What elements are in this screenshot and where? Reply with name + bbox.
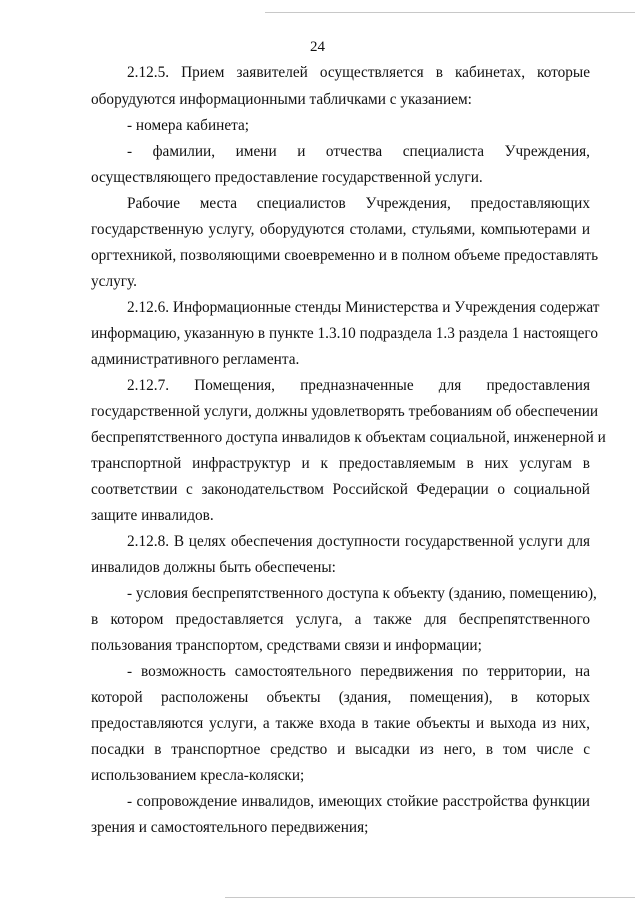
text-line: - условия беспрепятственного доступа к объекту (зданию, помещению), xyxy=(127,585,597,602)
text-line: транспортной инфраструктур и к предоставляемым в них услугам в xyxy=(91,455,590,472)
text-line: инвалидов должны быть обеспечены: xyxy=(91,559,336,576)
text-line: 2.12.5. Прием заявителей осуществляется в кабинетах, которые xyxy=(127,64,590,81)
text-line: зрения и самостоятельного передвижения; xyxy=(91,819,369,836)
text-line: услугу. xyxy=(91,273,137,290)
text-line: информацию, указанную в пункте 1.3.10 подраздела 1.3 раздела 1 настоящего xyxy=(91,325,598,342)
text-line: в котором предоставляется услуга, а также для беспрепятственного xyxy=(91,611,590,628)
text-line: осуществляющего предоставление государственной услуги. xyxy=(91,169,483,186)
text-line: 2.12.7. Помещения, предназначенные для предоставления xyxy=(127,377,590,394)
page-number: 24 xyxy=(310,39,325,55)
text-line: соответствии с законодательством Российской Федерации о социальной xyxy=(91,481,590,498)
text-line: которой расположены объекты (здания, помещения), в которых xyxy=(91,689,590,706)
text-line: предоставляются услуги, а также входа в такие объекты и выхода из них, xyxy=(91,715,590,732)
text-line: посадки в транспортное средство и высадки из него, в том числе с xyxy=(91,741,590,758)
text-line: пользования транспортом, средствами связи и информации; xyxy=(91,637,482,654)
text-line: административного регламента. xyxy=(91,351,300,368)
text-line: оборудуются информационными табличками с указанием: xyxy=(91,91,472,108)
text-line: 2.12.6. Информационные стенды Министерства и Учреждения содержат xyxy=(127,299,600,316)
text-line: беспрепятственного доступа инвалидов к объектам социальной, инженерной и xyxy=(91,429,606,446)
text-line: оргтехникой, позволяющими своевременно и в полном объеме предоставлять xyxy=(91,247,599,264)
text-line: - фамилии, имени и отчества специалиста Учреждения, xyxy=(127,143,590,160)
text-line: государственную услугу, оборудуются столами, стульями, компьютерами и xyxy=(91,221,590,238)
text-line: защите инвалидов. xyxy=(91,507,214,524)
text-line: 2.12.8. В целях обеспечения доступности государственной услуги для xyxy=(127,533,590,550)
text-line: государственной услуги, должны удовлетворять требованиям об обеспечении xyxy=(91,403,599,420)
text-line: - сопровождение инвалидов, имеющих стойкие расстройства функции xyxy=(127,793,590,810)
scan-edge-bottom xyxy=(225,897,635,898)
text-line: - возможность самостоятельного передвижения по территории, на xyxy=(127,663,590,680)
text-line: - номера кабинета; xyxy=(127,117,250,134)
text-line: использованием кресла-коляски; xyxy=(91,767,305,784)
text-line: Рабочие места специалистов Учреждения, предоставляющих xyxy=(127,195,590,212)
scan-edge-top xyxy=(265,12,635,13)
